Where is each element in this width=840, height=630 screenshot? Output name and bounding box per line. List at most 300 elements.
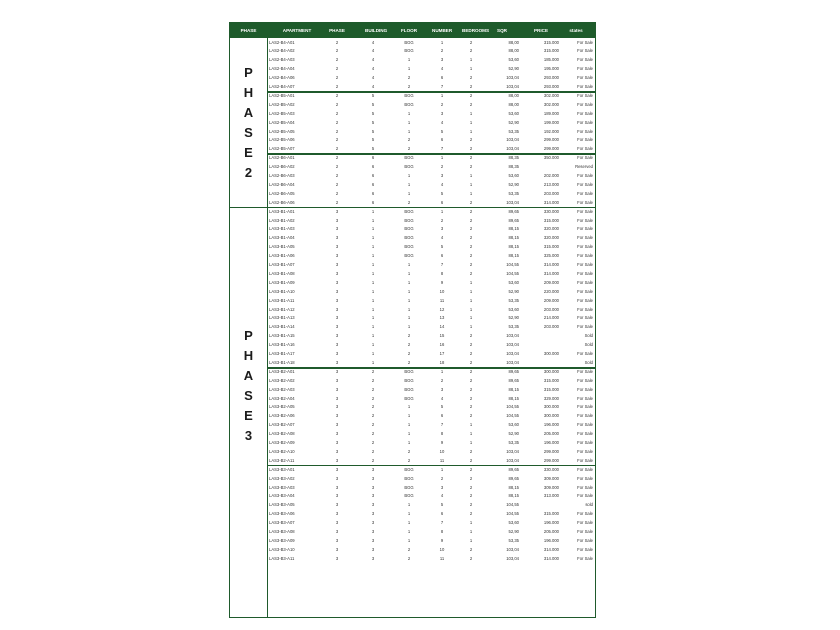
building-cell: 1 xyxy=(371,262,375,267)
sqr-cell: 104,55 xyxy=(506,511,519,517)
sqr-cell: 103,04 xyxy=(506,342,519,348)
phase-cell: 3 xyxy=(335,315,339,321)
phase-label-letter: S xyxy=(244,125,253,141)
building-cell: 4 xyxy=(371,84,375,89)
table-row xyxy=(267,172,595,181)
table-row xyxy=(267,510,595,519)
number-cell: 11 xyxy=(439,555,445,561)
phase-cell: 3 xyxy=(335,440,339,445)
phase-cell: 3 xyxy=(335,342,339,348)
price-cell: 299.000 xyxy=(543,146,559,152)
sqr-cell: 53,60 xyxy=(508,306,519,312)
floor-cell: 2 xyxy=(407,137,411,143)
building-cell: 3 xyxy=(371,537,375,543)
sqr-cell: 53,60 xyxy=(508,279,519,285)
apartment-cell: LAS3-B2-A09 xyxy=(269,440,295,445)
floor-cell: 1 xyxy=(407,306,411,312)
header-phase: PHASE xyxy=(240,28,257,33)
sqr-cell: 53,35 xyxy=(508,190,519,196)
floor-cell: 2 xyxy=(407,199,411,205)
price-cell: 213.000 xyxy=(543,181,559,187)
phase-cell: 3 xyxy=(335,217,339,223)
phase-cell: 3 xyxy=(335,377,339,383)
building-cell: 1 xyxy=(371,253,375,259)
table-row xyxy=(267,492,595,501)
apartment-cell: LAS3-B1-A18 xyxy=(269,359,295,365)
price-cell: 315.000 xyxy=(543,48,559,54)
price-cell: 293.000 xyxy=(543,84,559,89)
building-cell: 5 xyxy=(371,137,375,143)
phase-cell: 3 xyxy=(335,297,339,303)
floor-cell: BGG xyxy=(404,253,414,259)
table-row xyxy=(267,154,595,163)
floor-cell: 1 xyxy=(407,404,411,410)
table-row xyxy=(267,555,595,564)
apartment-cell: LAS3-B1-A09 xyxy=(269,279,295,285)
floor-cell: BGG xyxy=(404,466,414,472)
sqr-cell: 53,60 xyxy=(508,520,519,526)
building-cell: 2 xyxy=(371,395,375,401)
floor-cell: BGG xyxy=(404,217,414,223)
price-cell: 189.000 xyxy=(543,110,559,116)
floor-cell: BGG xyxy=(404,39,414,45)
number-cell: 16 xyxy=(439,342,445,348)
number-cell: 1 xyxy=(440,368,444,374)
status-cell: For Sale xyxy=(577,262,593,267)
bedrooms-cell: 1 xyxy=(469,190,473,196)
apartment-cell: LAS2-B5-A07 xyxy=(269,146,295,152)
phase-cell: 3 xyxy=(335,475,339,481)
building-cell: 1 xyxy=(371,288,375,294)
bedrooms-cell: 2 xyxy=(469,270,473,276)
floor-cell: 1 xyxy=(407,297,411,303)
bedrooms-cell: 2 xyxy=(469,413,473,419)
sqr-cell: 88,00 xyxy=(508,39,519,45)
building-cell: 6 xyxy=(371,164,375,170)
status-cell: For Sale xyxy=(577,520,593,526)
apartment-cell: LAS3-B3-A08 xyxy=(269,529,295,534)
bedrooms-cell: 1 xyxy=(469,66,473,72)
phase-label-letter: S xyxy=(244,387,253,403)
status-cell: For Sale xyxy=(577,368,593,374)
sqr-cell: 89,65 xyxy=(508,208,519,214)
phase-cell: 3 xyxy=(335,529,339,534)
sqr-cell: 88,15 xyxy=(508,386,519,392)
phase-label-letter: 3 xyxy=(244,427,253,443)
sqr-cell: 53,35 xyxy=(508,537,519,543)
price-cell xyxy=(523,501,559,510)
floor-cell: 1 xyxy=(407,529,411,534)
table-row xyxy=(267,306,595,315)
price-cell: 314.000 xyxy=(543,262,559,267)
price-cell: 202.000 xyxy=(543,173,559,178)
apartment-cell: LAS2-B4-A03 xyxy=(269,57,295,63)
bedrooms-cell: 2 xyxy=(469,395,473,401)
apartment-cell: LAS2-B6-A02 xyxy=(269,164,295,170)
apartment-cell: LAS2-B5-A06 xyxy=(269,137,295,143)
price-cell: 209.000 xyxy=(543,297,559,303)
price-cell: 309.000 xyxy=(543,484,559,490)
sqr-cell: 103,04 xyxy=(506,359,519,365)
price-cell: 203.000 xyxy=(543,324,559,330)
building-cell: 2 xyxy=(371,404,375,410)
building-cell: 2 xyxy=(371,413,375,419)
building-cell: 5 xyxy=(371,146,375,152)
status-cell: For Sale xyxy=(577,75,593,81)
phase-cell: 3 xyxy=(335,208,339,214)
status-cell: For Sale xyxy=(577,110,593,116)
bedrooms-cell: 2 xyxy=(469,75,473,81)
status-cell: For Sale xyxy=(577,537,593,543)
building-cell: 1 xyxy=(371,297,375,303)
sqr-cell: 89,65 xyxy=(508,475,519,481)
status-cell: For Sale xyxy=(577,84,593,89)
phase-cell: 3 xyxy=(335,422,339,428)
bedrooms-cell: 2 xyxy=(469,146,473,152)
floor-cell: 1 xyxy=(407,315,411,321)
table-row xyxy=(267,217,595,226)
table-row xyxy=(267,421,595,430)
sqr-cell: 104,55 xyxy=(506,413,519,419)
building-cell: 1 xyxy=(371,342,375,348)
phase-cell: 3 xyxy=(335,288,339,294)
building-cell: 1 xyxy=(371,244,375,250)
building-cell: 1 xyxy=(371,235,375,241)
sqr-cell: 89,65 xyxy=(508,377,519,383)
phase-cell: 2 xyxy=(335,146,339,152)
building-cell: 3 xyxy=(371,555,375,561)
phase-cell: 3 xyxy=(335,368,339,374)
bedrooms-cell: 2 xyxy=(469,484,473,490)
apartment-cell: LAS3-B1-A10 xyxy=(269,288,295,294)
price-cell: 203.000 xyxy=(543,190,559,196)
floor-cell: 1 xyxy=(407,431,411,437)
phase-cell: 3 xyxy=(335,262,339,267)
building-cell: 1 xyxy=(371,351,375,356)
sqr-cell: 103,04 xyxy=(506,146,519,152)
phase-cell: 3 xyxy=(335,235,339,241)
number-cell: 6 xyxy=(440,253,444,259)
building-cell: 1 xyxy=(371,217,375,223)
building-cell: 1 xyxy=(371,315,375,321)
table-row xyxy=(267,395,595,404)
building-cell: 3 xyxy=(371,511,375,517)
table-row xyxy=(267,341,595,350)
table-row xyxy=(267,484,595,493)
price-cell: 313.000 xyxy=(543,493,559,499)
sqr-cell: 103,04 xyxy=(506,333,519,339)
header-building: BUILDING xyxy=(365,28,388,33)
number-cell: 6 xyxy=(440,199,444,205)
status-cell: For Sale xyxy=(577,546,593,552)
phase-cell: 3 xyxy=(335,546,339,552)
sqr-cell: 53,60 xyxy=(508,57,519,63)
price-cell: 315.000 xyxy=(543,244,559,250)
status-cell: For Sale xyxy=(577,511,593,517)
sqr-cell: 88,00 xyxy=(508,101,519,107)
building-cell: 1 xyxy=(371,333,375,339)
bedrooms-cell: 2 xyxy=(469,377,473,383)
header-sqr: SQR xyxy=(497,28,507,33)
number-cell: 3 xyxy=(440,57,444,63)
table-row xyxy=(267,386,595,395)
status-cell: For Sale xyxy=(577,457,593,463)
bedrooms-cell: 2 xyxy=(469,457,473,463)
phase-cell: 3 xyxy=(335,537,339,543)
building-cell: 2 xyxy=(371,448,375,454)
price-cell: 300.000 xyxy=(543,404,559,410)
apartment-cell: LAS2-B4-A06 xyxy=(269,75,295,81)
building-cell: 5 xyxy=(371,110,375,116)
phase-cell: 3 xyxy=(335,457,339,463)
floor-cell: 2 xyxy=(407,333,411,339)
phase-cell: 3 xyxy=(335,270,339,276)
price-cell: 203.000 xyxy=(543,306,559,312)
table-row xyxy=(267,537,595,546)
number-cell: 9 xyxy=(440,537,444,543)
price-cell: 196.000 xyxy=(543,520,559,526)
sqr-cell: 89,65 xyxy=(508,368,519,374)
apartment-cell: LAS3-B2-A03 xyxy=(269,386,295,392)
sqr-cell: 88,00 xyxy=(508,48,519,54)
table-row xyxy=(267,252,595,261)
building-cell: 5 xyxy=(371,128,375,134)
number-cell: 8 xyxy=(440,431,444,437)
floor-cell: 2 xyxy=(407,359,411,365)
bedrooms-cell: 2 xyxy=(469,199,473,205)
number-cell: 7 xyxy=(440,422,444,428)
status-cell: For Sale xyxy=(577,128,593,134)
header-row xyxy=(230,23,595,38)
price-cell: 300.000 xyxy=(543,351,559,356)
number-cell: 3 xyxy=(440,386,444,392)
sqr-cell: 88,15 xyxy=(508,235,519,241)
number-cell: 11 xyxy=(439,457,445,463)
apartment-cell: LAS3-B3-A05 xyxy=(269,502,295,508)
floor-cell: 1 xyxy=(407,288,411,294)
phase-cell: 3 xyxy=(335,324,339,330)
price-cell: 299.000 xyxy=(543,457,559,463)
number-cell: 10 xyxy=(439,448,445,454)
status-cell: For Sale xyxy=(577,386,593,392)
price-cell: 300.000 xyxy=(543,368,559,374)
floor-cell: 2 xyxy=(407,351,411,356)
building-cell: 3 xyxy=(371,546,375,552)
table-row xyxy=(267,528,595,537)
apartment-cell: LAS3-B2-A11 xyxy=(269,457,295,463)
apartment-cell: LAS2-B6-A03 xyxy=(269,173,295,178)
apartment-cell: LAS2-B6-A05 xyxy=(269,190,295,196)
apartment-price-list xyxy=(229,22,596,618)
table-row xyxy=(267,47,595,56)
status-cell: For Sale xyxy=(577,493,593,499)
table-row xyxy=(267,519,595,528)
status-cell: For Sale xyxy=(577,440,593,445)
status-cell: For Sale xyxy=(577,475,593,481)
number-cell: 6 xyxy=(440,137,444,143)
apartment-cell: LAS3-B1-A16 xyxy=(269,342,295,348)
apartment-cell: LAS3-B3-A11 xyxy=(269,555,295,561)
apartment-cell: LAS3-B1-A02 xyxy=(269,217,295,223)
table-row xyxy=(267,163,595,172)
phase-cell: 2 xyxy=(335,190,339,196)
bedrooms-cell: 2 xyxy=(469,493,473,499)
table-row xyxy=(267,74,595,83)
phase-label-letter: P xyxy=(244,327,253,343)
table-row xyxy=(267,430,595,439)
phase-label-letter: 2 xyxy=(244,165,253,181)
floor-cell: BGG xyxy=(404,101,414,107)
price-cell: 314.000 xyxy=(543,555,559,561)
sqr-cell: 104,55 xyxy=(506,502,519,508)
bedrooms-cell: 1 xyxy=(469,128,473,134)
apartment-cell: LAS2-B5-A04 xyxy=(269,119,295,125)
status-cell: For Sale xyxy=(577,324,593,330)
building-cell: 1 xyxy=(371,306,375,312)
bedrooms-cell: 2 xyxy=(469,208,473,214)
status-cell: For Sale xyxy=(577,288,593,294)
bedrooms-cell: 1 xyxy=(469,315,473,321)
bedrooms-cell: 2 xyxy=(469,511,473,517)
building-cell: 6 xyxy=(371,173,375,178)
floor-cell: 1 xyxy=(407,537,411,543)
bedrooms-cell: 2 xyxy=(469,217,473,223)
apartment-cell: LAS3-B1-A07 xyxy=(269,262,295,267)
sqr-cell: 52,90 xyxy=(508,288,519,294)
bedrooms-cell: 1 xyxy=(469,431,473,437)
table-row xyxy=(267,377,595,386)
building-cell: 5 xyxy=(371,92,375,98)
price-cell: 315.000 xyxy=(543,377,559,383)
sqr-cell: 89,65 xyxy=(508,466,519,472)
sqr-cell: 88,15 xyxy=(508,226,519,232)
apartment-cell: LAS2-B5-A02 xyxy=(269,101,295,107)
bedrooms-cell: 2 xyxy=(469,226,473,232)
price-cell: 293.000 xyxy=(543,75,559,81)
apartment-cell: LAS2-B4-A07 xyxy=(269,84,295,89)
number-cell: 8 xyxy=(440,529,444,534)
apartment-cell: LAS2-B6-A04 xyxy=(269,181,295,187)
status-cell: For Sale xyxy=(577,484,593,490)
phase-cell: 2 xyxy=(335,101,339,107)
table-row xyxy=(267,279,595,288)
phase-cell: 2 xyxy=(335,199,339,205)
sqr-cell: 103,04 xyxy=(506,457,519,463)
bedrooms-cell: 2 xyxy=(469,475,473,481)
number-cell: 4 xyxy=(440,66,444,72)
table-row xyxy=(267,92,595,101)
table-row xyxy=(267,368,595,377)
number-cell: 2 xyxy=(440,101,444,107)
price-cell: 314.000 xyxy=(543,270,559,276)
price-cell xyxy=(523,341,559,350)
header-apartment: APARTMENT xyxy=(282,28,312,33)
price-cell: 315.000 xyxy=(543,386,559,392)
price-cell: 315.000 xyxy=(543,39,559,45)
phase-cell: 2 xyxy=(335,75,339,81)
apartment-cell: LAS3-B1-A08 xyxy=(269,270,295,276)
bedrooms-cell: 2 xyxy=(469,253,473,259)
status-cell: Sold xyxy=(584,333,593,339)
status-cell: For Sale xyxy=(577,466,593,472)
bedrooms-cell: 2 xyxy=(469,164,473,170)
phase-label-letter: E xyxy=(244,407,253,423)
table-row xyxy=(267,475,595,484)
phase-cell: 2 xyxy=(335,92,339,98)
sqr-cell: 53,60 xyxy=(508,110,519,116)
number-cell: 7 xyxy=(440,84,444,89)
sqr-cell: 88,00 xyxy=(508,92,519,98)
apartment-cell: LAS2-B4-A02 xyxy=(269,48,295,54)
sqr-cell: 53,35 xyxy=(508,297,519,303)
floor-cell: 1 xyxy=(407,520,411,526)
price-cell xyxy=(523,163,559,172)
price-cell: 209.000 xyxy=(543,279,559,285)
bedrooms-cell: 1 xyxy=(469,288,473,294)
apartment-cell: LAS3-B1-A11 xyxy=(269,297,295,303)
bedrooms-cell: 2 xyxy=(469,244,473,250)
floor-cell: 2 xyxy=(407,555,411,561)
table-row xyxy=(267,243,595,252)
bedrooms-cell: 2 xyxy=(469,155,473,161)
status-cell: Reserved xyxy=(575,164,593,170)
floor-cell: 2 xyxy=(407,546,411,552)
floor-cell: 1 xyxy=(407,190,411,196)
price-cell: 314.000 xyxy=(543,199,559,205)
apartment-cell: LAS3-B2-A10 xyxy=(269,448,295,454)
floor-cell: BGG xyxy=(404,493,414,499)
floor-cell: 2 xyxy=(407,146,411,152)
bedrooms-cell: 2 xyxy=(469,137,473,143)
phase-cell: 3 xyxy=(335,306,339,312)
apartment-cell: LAS3-B3-A04 xyxy=(269,493,295,499)
status-cell: Sold xyxy=(584,342,593,348)
status-cell: For Sale xyxy=(577,351,593,356)
status-cell: For Sale xyxy=(577,315,593,321)
apartment-cell: LAS3-B2-A02 xyxy=(269,377,295,383)
bedrooms-cell: 2 xyxy=(469,342,473,348)
sqr-cell: 52,90 xyxy=(508,315,519,321)
apartment-cell: LAS3-B1-A05 xyxy=(269,244,295,250)
table-row xyxy=(267,297,595,306)
apartment-cell: LAS3-B2-A04 xyxy=(269,395,295,401)
bedrooms-cell: 2 xyxy=(469,84,473,89)
sqr-cell: 88,15 xyxy=(508,484,519,490)
bedrooms-cell: 2 xyxy=(469,39,473,45)
phase-cell: 2 xyxy=(335,155,339,161)
building-cell: 3 xyxy=(371,475,375,481)
floor-cell: 1 xyxy=(407,110,411,116)
table-row xyxy=(267,56,595,65)
number-cell: 6 xyxy=(440,75,444,81)
building-cell: 3 xyxy=(371,520,375,526)
building-cell: 1 xyxy=(371,270,375,276)
phase-cell: 3 xyxy=(335,511,339,517)
bedrooms-cell: 2 xyxy=(469,448,473,454)
status-cell: For Sale xyxy=(577,146,593,152)
status-cell: For Sale xyxy=(577,155,593,161)
apartment-cell: LAS3-B3-A03 xyxy=(269,484,295,490)
number-cell: 2 xyxy=(440,217,444,223)
number-cell: 4 xyxy=(440,181,444,187)
building-cell: 2 xyxy=(371,440,375,445)
floor-cell: 1 xyxy=(407,128,411,134)
floor-cell: BGG xyxy=(404,226,414,232)
number-cell: 11 xyxy=(439,297,445,303)
bedrooms-cell: 1 xyxy=(469,279,473,285)
sqr-cell: 103,04 xyxy=(506,546,519,552)
number-cell: 12 xyxy=(439,306,445,312)
